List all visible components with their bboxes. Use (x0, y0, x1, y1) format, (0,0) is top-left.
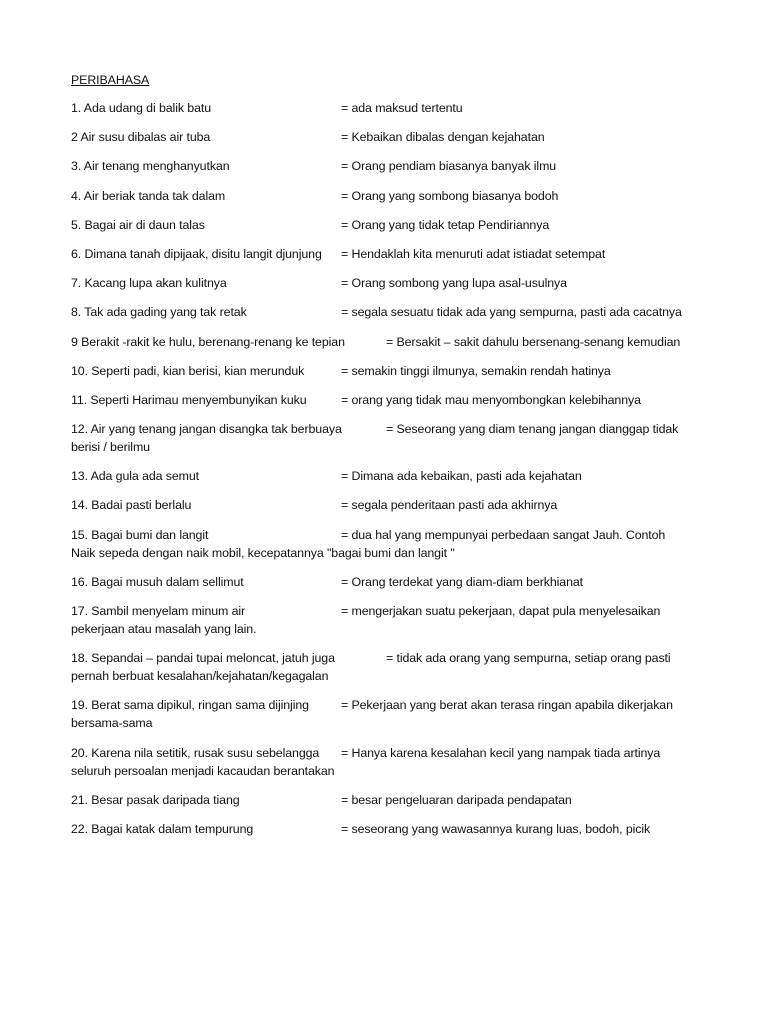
meaning-text: = segala sesuatu tidak ada yang sempurna, pasti ada cacatnya (341, 305, 682, 320)
list-item (71, 303, 711, 321)
list-item (71, 245, 711, 263)
list-item (71, 791, 711, 809)
meaning-continuation: pekerjaan atau masalah yang lain. (71, 622, 257, 636)
list-item (71, 187, 711, 205)
meaning-continuation: seluruh persoalan menjadi kacaudan berantakan (71, 763, 335, 778)
proverb-text: 5. Bagai air di daun talas (71, 217, 205, 232)
list-item (71, 496, 711, 514)
meaning-text: = semakin tinggi ilmunya, semakin rendah hatinya (341, 363, 611, 378)
proverb-text: 17. Sambil menyelam minum air (71, 604, 246, 618)
meaning-continuation: pernah berbuat kesalahan/kejahatan/kegagalan (71, 669, 329, 684)
proverb-text: 4. Air beriak tanda tak dalam (71, 188, 226, 203)
list-item (71, 744, 711, 780)
proverb-text: 20. Karena nila setitik, rusak susu sebelangga (71, 745, 320, 760)
meaning-text: = dua hal yang mempunyai perbedaan sangat Jauh. Contoh (341, 527, 666, 542)
list-item (71, 526, 711, 562)
proverb-text: 19. Berat sama dipikul, ringan sama dijinjing (71, 698, 309, 713)
list-item (71, 573, 711, 591)
proverb-text: 8. Tak ada gading yang tak retak (71, 305, 247, 320)
meaning-continuation: berisi / berilmu (71, 440, 150, 455)
meaning-text: = Orang yang sombong biasanya bodoh (341, 188, 559, 203)
meaning-text: = segala penderitaan pasti ada akhirnya (341, 498, 558, 513)
meaning-text: = Orang sombong yang lupa asal-usulnya (341, 276, 567, 291)
proverb-text: 13. Ada gula ada semut (71, 469, 199, 484)
meaning-text: = mengerjakan suatu pekerjaan, dapat pula menyelesaikan (341, 604, 661, 618)
list-item (71, 274, 711, 292)
meaning-continuation: bersama-sama (71, 716, 153, 731)
list-item (71, 216, 711, 234)
meaning-text: = Bersakit – sakit dahulu bersenang-senang kemudian (386, 334, 681, 349)
meaning-text: = tidak ada orang yang sempurna, setiap orang pasti (386, 651, 671, 666)
page-title: PERIBAHASA (71, 73, 150, 87)
list-item (71, 602, 711, 638)
proverb-text: 1. Ada udang di balik batu (71, 101, 212, 115)
list-item (71, 99, 711, 117)
proverb-text: 7. Kacang lupa akan kulitnya (71, 276, 227, 291)
proverb-text: 18. Sepandai – pandai tupai meloncat, jatuh juga (71, 651, 335, 666)
proverb-text: 10. Seperti padi, kian berisi, kian merunduk (71, 363, 305, 378)
list-item (71, 820, 711, 838)
proverb-text: 11. Seperti Harimau menyembunyikan kuku (71, 392, 307, 407)
meaning-text: = Dimana ada kebaikan, pasti ada kejahatan (341, 469, 582, 484)
proverb-text: 22. Bagai katak dalam tempurung (71, 821, 254, 836)
meaning-text: = orang yang tidak mau menyombongkan kelebihannya (341, 392, 641, 407)
list-item (71, 467, 711, 485)
proverb-document (71, 71, 711, 849)
proverb-text: 2 Air susu dibalas air tuba (71, 130, 211, 145)
list-item (71, 696, 711, 732)
meaning-text: = Seseorang yang diam tenang jangan dianggap tidak (386, 422, 679, 437)
list-item (71, 391, 711, 409)
list-item (71, 333, 711, 351)
proverb-text: 15. Bagai bumi dan langit (71, 527, 209, 542)
proverb-text: 3. Air tenang menghanyutkan (71, 159, 230, 174)
proverb-text: 14. Badai pasti berlalu (71, 498, 192, 513)
meaning-text: = Hanya karena kesalahan kecil yang nampak tiada artinya (341, 745, 661, 760)
meaning-text: = Pekerjaan yang berat akan terasa ringan apabila dikerjakan (341, 698, 673, 713)
meaning-text: = Orang yang tidak tetap Pendiriannya (341, 217, 550, 232)
proverb-text: 16. Bagai musuh dalam sellimut (71, 574, 244, 589)
proverb-text: 6. Dimana tanah dipijaak, disitu langit djunjung (71, 246, 322, 261)
list-item (71, 157, 711, 175)
meaning-text: = Kebaikan dibalas dengan kejahatan (341, 130, 545, 145)
meaning-continuation: Naik sepeda dengan naik mobil, kecepatannya "bagai bumi dan langit " (71, 545, 455, 560)
list-item (71, 649, 711, 685)
meaning-text: = seseorang yang wawasannya kurang luas, bodoh, picik (341, 821, 651, 836)
meaning-text: = Hendaklah kita menuruti adat istiadat setempat (341, 246, 606, 261)
meaning-text: = besar pengeluaran daripada pendapatan (341, 792, 572, 807)
meaning-text: = ada maksud tertentu (341, 101, 463, 115)
proverb-text: 21. Besar pasak daripada tiang (71, 792, 240, 807)
proverb-text: 12. Air yang tenang jangan disangka tak berbuaya (71, 422, 342, 437)
list-item (71, 128, 711, 146)
meaning-text: = Orang terdekat yang diam-diam berkhianat (341, 574, 584, 589)
proverb-text: 9 Berakit -rakit ke hulu, berenang-renang ke tepian (71, 334, 345, 349)
list-item (71, 362, 711, 380)
list-item (71, 420, 711, 456)
meaning-text: = Orang pendiam biasanya banyak ilmu (341, 159, 557, 174)
